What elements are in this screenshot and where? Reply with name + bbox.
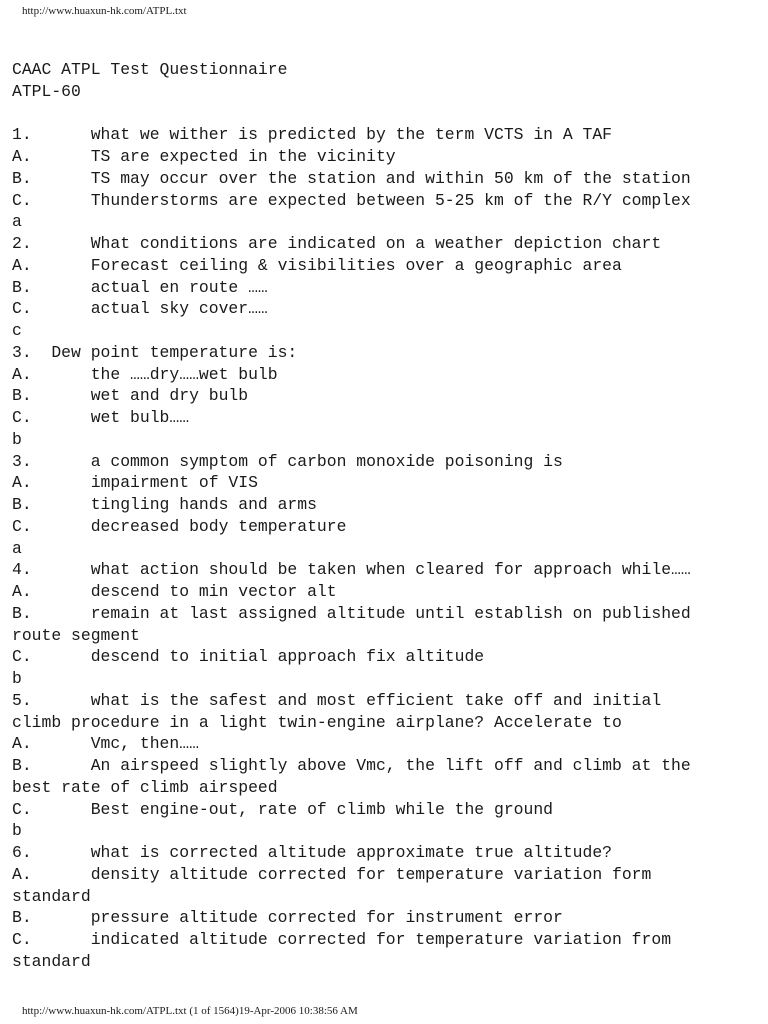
text-line: route segment	[12, 625, 140, 645]
page-header-url: http://www.huaxun-hk.com/ATPL.txt	[22, 5, 187, 17]
text-line: 3. Dew point temperature is:	[12, 342, 298, 362]
text-line: 6. what is corrected altitude approximate true altitude?	[12, 843, 613, 862]
text-line: C. indicated altitude corrected for temperature variation from	[12, 930, 672, 949]
text-line: standard	[12, 886, 91, 906]
text-line: CAAC ATPL Test Questionnaire	[12, 60, 288, 79]
text-line: C. decreased body temperature	[12, 516, 347, 536]
text-line: B. pressure altitude corrected for instrument error	[12, 908, 563, 928]
text-line: A. impairment of VIS	[12, 473, 258, 493]
document-body	[12, 59, 762, 973]
text-line: C. actual sky cover……	[12, 299, 268, 319]
text-line: B. remain at last assigned altitude until establish on published	[12, 603, 691, 623]
text-line: b	[12, 429, 22, 449]
text-line: C. wet bulb……	[12, 408, 190, 427]
text-line: 4. what action should be taken when cleared for approach while……	[12, 560, 691, 580]
text-line: 2. What conditions are indicated on a weather depiction chart	[12, 234, 662, 253]
text-line: A. density altitude corrected for temperature variation form	[12, 864, 652, 884]
text-line: b	[12, 669, 22, 688]
text-line	[12, 103, 762, 125]
text-line: 5. what is the safest and most efficient take off and initial	[12, 690, 662, 710]
text-line: A. descend to min vector alt	[12, 582, 337, 601]
text-line: c	[12, 321, 22, 340]
text-line: B. TS may occur over the station and within 50 km of the station	[12, 168, 691, 188]
page-footer: http://www.huaxun-hk.com/ATPL.txt (1 of 1564)19-Apr-2006 10:38:56 AM	[22, 1005, 358, 1017]
text-line: B. An airspeed slightly above Vmc, the lift off and climb at the	[12, 756, 691, 775]
text-line: B. tingling hands and arms	[12, 495, 317, 514]
text-line: C. descend to initial approach fix altitude	[12, 647, 485, 667]
text-line: 3. a common symptom of carbon monoxide poisoning is	[12, 451, 563, 471]
text-line: climb procedure in a light twin-engine airplane? Accelerate to	[12, 712, 622, 732]
text-line: A. Vmc, then……	[12, 734, 199, 754]
text-line: C. Thunderstorms are expected between 5-25 km of the R/Y complex	[12, 190, 691, 210]
text-line: 1. what we wither is predicted by the term VCTS in A TAF	[12, 125, 613, 145]
text-line: B. actual en route ……	[12, 277, 268, 297]
text-line: standard	[12, 951, 91, 971]
text-line: A. TS are expected in the vicinity	[12, 147, 396, 166]
text-line: ATPL-60	[12, 81, 81, 101]
text-line: C. Best engine-out, rate of climb while the ground	[12, 799, 553, 819]
text-line: a	[12, 538, 22, 558]
text-line: a	[12, 212, 22, 232]
text-line: best rate of climb airspeed	[12, 777, 278, 797]
text-line: A. Forecast ceiling & visibilities over a geographic area	[12, 255, 622, 275]
text-line: A. the ……dry……wet bulb	[12, 364, 278, 384]
text-line: B. wet and dry bulb	[12, 386, 249, 406]
text-line: b	[12, 821, 22, 841]
